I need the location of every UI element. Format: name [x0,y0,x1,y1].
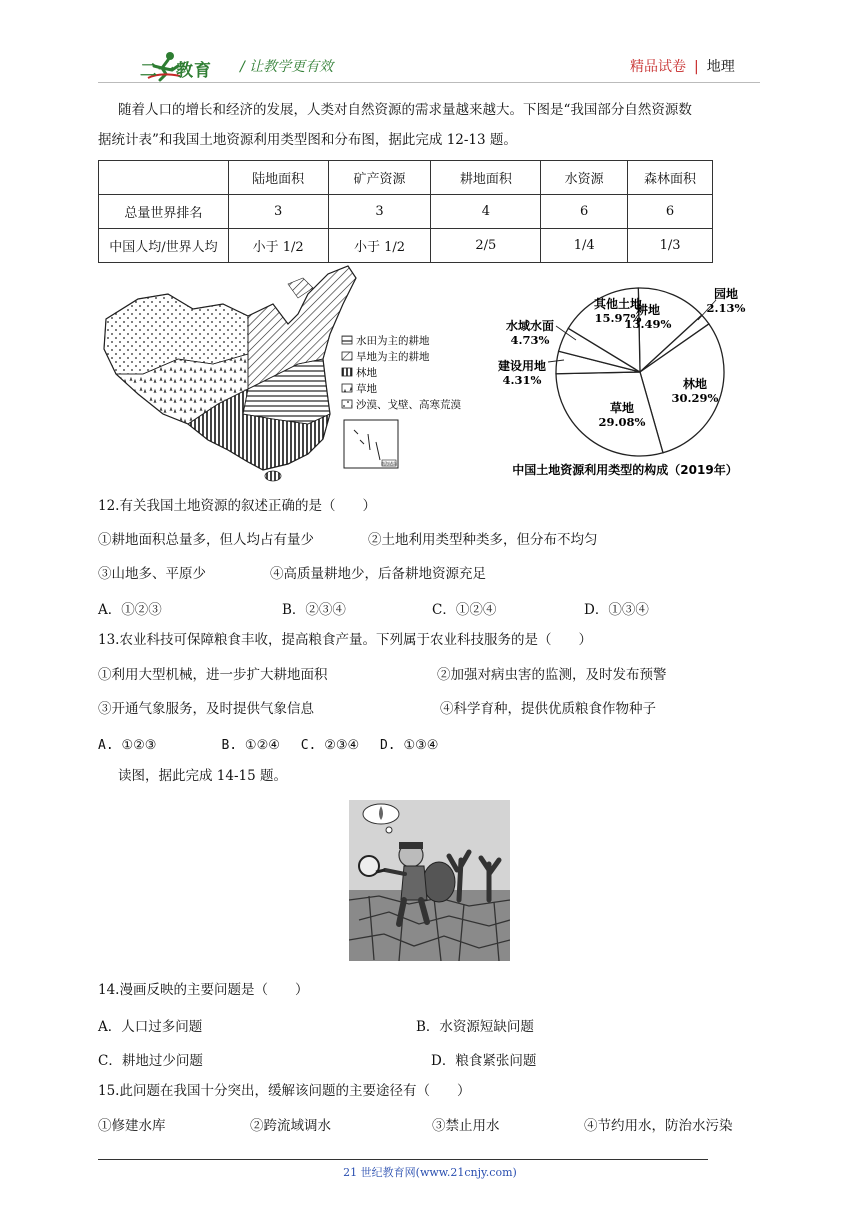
q13-statement-4: ④科学育种，提供优质粮食作物种子 [440,701,656,717]
q15-statement-4: ④节约用水，防治水污染 [584,1118,733,1134]
resource-table [98,160,713,263]
table-cell: 1/4 [541,229,628,263]
q12-stem: 12.有关我国土地资源的叙述正确的是（ ） [98,498,376,514]
pie-value-label: 2.13% [706,301,746,315]
intro-14-15: 读图，据此完成 14-15 题。 [118,768,288,784]
table-header-cell: 矿产资源 [328,161,431,195]
q12-statement-4: ④高质量耕地少，后备耕地资源充足 [270,566,486,582]
pie-value-label: 29.08% [598,415,646,429]
pie-value-label: 15.97% [594,311,642,325]
pie-slice-label: 耕地 [635,303,661,317]
footer-divider [98,1159,708,1160]
pie-slice-label: 园地 [713,287,739,301]
header-divider [98,82,760,83]
pie-value-label: 4.31% [502,373,542,387]
table-cell: 4 [431,195,541,229]
map-inset-label: 南海诸岛 [381,461,397,466]
q13-stem: 13.农业科技可保障粮食丰收，提高粮食产量。下列属于农业科技服务的是（ ） [98,632,592,648]
pie-value-label: 4.73% [510,333,550,347]
table-cell: 总量世界排名 [99,195,229,229]
table-header-row [99,161,713,195]
pie-slice-label: 水域水面 [505,319,555,333]
china-land-use-map [98,264,468,482]
q12-option-b: B．②③④ [282,602,346,618]
table-header-cell: 水资源 [541,161,628,195]
table-cell: 小于 1/2 [228,229,328,263]
intro-line-1: 随着人口的增长和经济的发展，人类对自然资源的需求量越来越大。下图是“我国部分自然资源数 [118,102,692,118]
intro-line-2: 据统计表”和我国土地资源利用类型图和分布图，据此完成 12-13 题。 [98,132,517,148]
slogan: / 让教学更有效 [240,59,334,75]
pie-chart-title: 中国土地资源利用类型的构成（2019年） [512,463,738,477]
table-cell: 3 [328,195,431,229]
table-row [99,229,713,263]
q14-option-d: D．粮食紧张问题 [431,1053,537,1069]
table-header-cell: 耕地面积 [431,161,541,195]
q13-options: A. ①②③ B. ①②④ C. ②③④ D. ①③④ [98,738,439,753]
q14-option-b: B．水资源短缺问题 [416,1019,534,1035]
q15-statement-1: ①修建水库 [98,1118,166,1134]
q15-statement-3: ③禁止用水 [432,1118,500,1134]
table-header-cell [99,161,229,195]
table-row [99,195,713,229]
q12-statement-1: ①耕地面积总量多，但人均占有量少 [98,532,314,548]
q13-statement-1: ①利用大型机械，进一步扩大耕地面积 [98,667,328,683]
exam-tag: 精品试卷 [630,59,686,75]
q14-option-c: C．耕地过少问题 [98,1053,203,1069]
table-cell: 2/5 [431,229,541,263]
pie-slice-label: 林地 [682,377,708,391]
pie-value-label: 30.29% [671,391,719,405]
table-cell: 小于 1/2 [328,229,431,263]
map-legend-label: 沙漠、戈壁、高寒荒漠 [356,399,461,411]
logo-text: 二一教育 [140,61,212,81]
q13-statement-2: ②加强对病虫害的监测，及时发布预警 [437,667,667,683]
land-use-pie-chart [490,278,760,482]
pie-slice-label: 其他土地 [593,297,643,311]
q12-statement-2: ②土地利用类型种类多，但分布不均匀 [368,532,598,548]
q14-stem: 14.漫画反映的主要问题是（ ） [98,982,309,998]
table-cell: 1/3 [628,229,713,263]
table-header-cell: 森林面积 [628,161,713,195]
q12-option-d: D．①③④ [584,602,649,618]
pie-slice-label: 草地 [609,401,635,415]
map-legend-label: 林地 [356,367,377,379]
map-legend-label: 草地 [356,383,377,395]
q13-statement-3: ③开通气象服务，及时提供气象信息 [98,701,314,717]
table-header-cell: 陆地面积 [228,161,328,195]
footer-link[interactable]: 21 世纪教育网(www.21cnjy.com) [343,1166,517,1179]
table-cell: 6 [541,195,628,229]
q12-option-a: A．①②③ [98,602,162,618]
q12-option-c: C．①②④ [432,602,497,618]
header-right: 精品试卷 | 地理 [630,59,735,75]
table-cell: 6 [628,195,713,229]
table-cell: 3 [228,195,328,229]
drought-cartoon-image [349,800,510,961]
subject-label: 地理 [706,59,735,75]
map-legend-label: 水田为主的耕地 [356,335,430,347]
map-legend-label: 旱地为主的耕地 [356,351,430,363]
table-cell: 中国人均/世界人均 [99,229,229,263]
q15-stem: 15.此问题在我国十分突出，缓解该问题的主要途径有（ ） [98,1083,471,1099]
q15-statement-2: ②跨流域调水 [250,1118,331,1134]
q14-option-a: A．人口过多问题 [98,1019,203,1035]
q12-statement-3: ③山地多、平原少 [98,566,206,582]
pie-slice-label: 建设用地 [497,359,547,373]
pie-value-label: 13.49% [624,317,672,331]
